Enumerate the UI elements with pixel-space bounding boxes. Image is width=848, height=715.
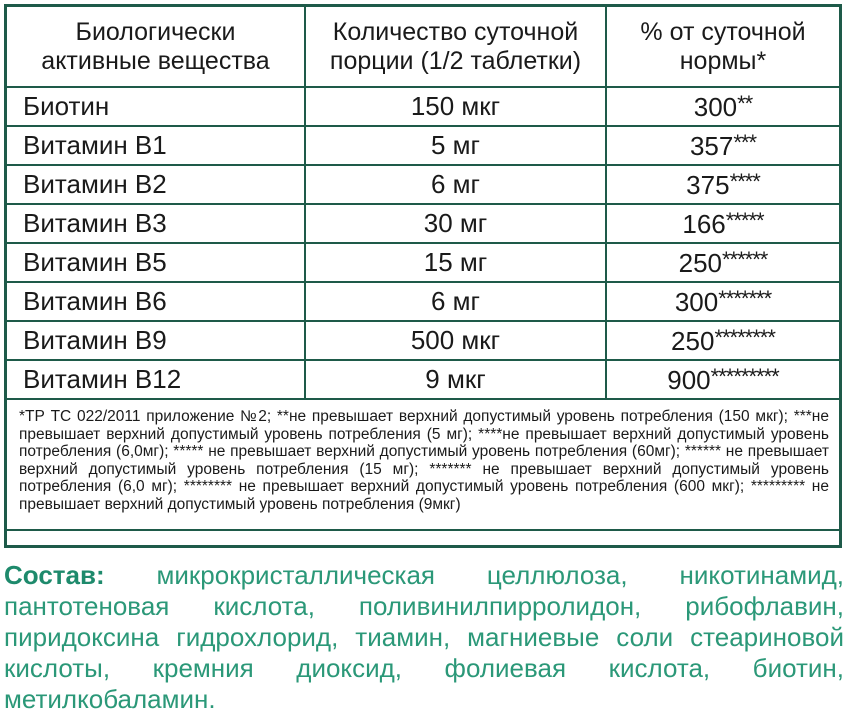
table-header-row bbox=[7, 7, 839, 87]
substance-percent: 357*** bbox=[606, 126, 839, 165]
substance-amount: 5 мг bbox=[305, 126, 606, 165]
substance-amount: 6 мг bbox=[305, 165, 606, 204]
vitamin-table bbox=[7, 7, 839, 531]
footnote-text: *ТР ТС 022/2011 приложение №2; **не превышает верхний допустимый уровень потребления (150 мкг); ***не превышает верхний допустимый уровень потребления (5 мг); ****не превышает верхний допустимый уровень потребления (6,0мг); ***** не превышает верхний допустимый уровень потребления (60мг); ****** не превышает верхний допустимый уровень потребления (15 мг); ******* не превышает верхний допустимый уровень потребления (6,0 мг); ******** не превышает верхний допустимый уровень потребления (600 мкг); ********* не превышает верхний допустимый уровень потребления (9мкг) bbox=[7, 399, 839, 530]
table-row bbox=[7, 243, 839, 282]
substance-amount: 6 мг bbox=[305, 282, 606, 321]
substance-percent: 250******** bbox=[606, 321, 839, 360]
substance-name: Витамин В6 bbox=[7, 282, 305, 321]
substance-name: Витамин В12 bbox=[7, 360, 305, 399]
table-row bbox=[7, 204, 839, 243]
composition-label: Состав: bbox=[4, 560, 105, 590]
substance-percent: 900********* bbox=[606, 360, 839, 399]
substance-percent: 300******* bbox=[606, 282, 839, 321]
substance-amount: 15 мг bbox=[305, 243, 606, 282]
header-substances: Биологически активные вещества bbox=[7, 7, 305, 87]
composition-text bbox=[4, 560, 844, 715]
substance-amount: 9 мкг bbox=[305, 360, 606, 399]
substance-amount: 500 мкг bbox=[305, 321, 606, 360]
substance-name: Витамин В3 bbox=[7, 204, 305, 243]
substance-name: Витамин В5 bbox=[7, 243, 305, 282]
substance-amount: 150 мкг bbox=[305, 87, 606, 126]
header-daily-amount: Количество суточной порции (1/2 таблетки) bbox=[305, 7, 606, 87]
table-row bbox=[7, 321, 839, 360]
nutrition-panel bbox=[4, 4, 842, 548]
table-row bbox=[7, 87, 839, 126]
table-row bbox=[7, 165, 839, 204]
table-row bbox=[7, 126, 839, 165]
substance-percent: 250****** bbox=[606, 243, 839, 282]
substance-name: Витамин В9 bbox=[7, 321, 305, 360]
substance-percent: 375**** bbox=[606, 165, 839, 204]
header-daily-percent: % от суточной нормы* bbox=[606, 7, 839, 87]
substance-percent: 166***** bbox=[606, 204, 839, 243]
table-row bbox=[7, 282, 839, 321]
substance-percent: 300** bbox=[606, 87, 839, 126]
table-row bbox=[7, 360, 839, 399]
substance-name: Биотин bbox=[7, 87, 305, 126]
substance-name: Витамин В1 bbox=[7, 126, 305, 165]
composition-ingredients: микрокристаллическая целлюлоза, никотинамид, пантотеновая кислота, поливинилпирролидон, рибофлавин, пиридоксина гидрохлорид, тиамин, магниевые соли стеариновой кислоты, кремния диоксид, фолиевая кислота, биотин, метилкобаламин. bbox=[4, 560, 844, 714]
substance-amount: 30 мг bbox=[305, 204, 606, 243]
footnote-row bbox=[7, 399, 839, 530]
substance-name: Витамин В2 bbox=[7, 165, 305, 204]
